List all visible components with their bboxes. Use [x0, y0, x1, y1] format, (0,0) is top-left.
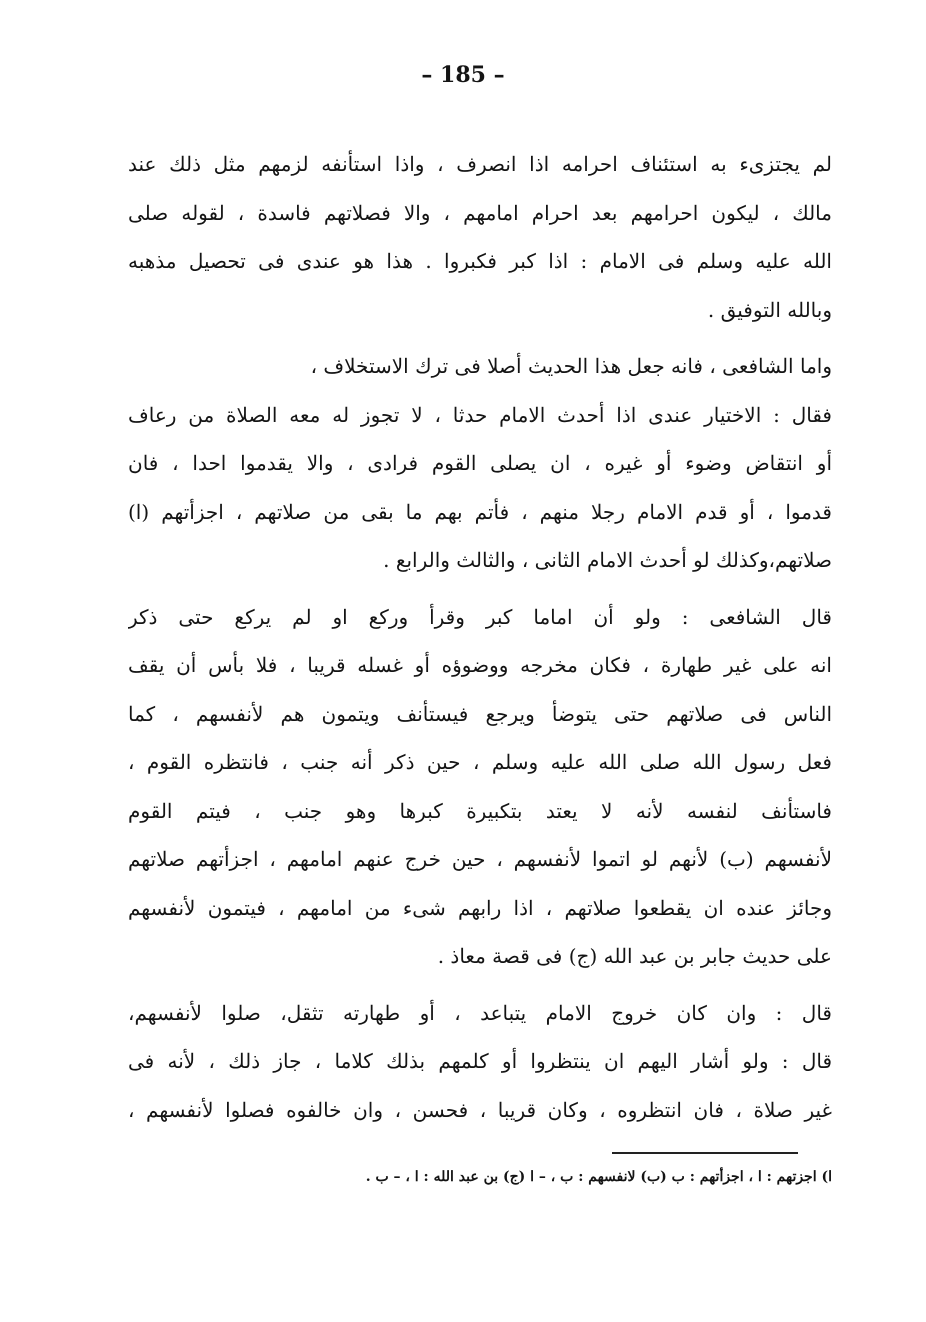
paragraph-3 [128, 593, 832, 981]
text-line: صلاتهم،وكذلك لو أحدث الامام الثانى ، والثالث والرابع . [383, 548, 832, 572]
text-line: انه على غير طهارة ، فكان مخرجه ووضوؤه أو غسله قريبا ، فلا بأس أن يقف [128, 653, 832, 677]
text-line: فعل رسول الله صلى الله عليه وسلم ، حين ذكر أنه جنب ، فانتظره القوم ، [128, 750, 832, 774]
footnote: ا) اجزتهم : ا ، اجزأتهم : ب (ب) لانفسهم : ب ، – ا (ج) بن عبد الله : ا ، – ب . [365, 1169, 832, 1185]
body-text [128, 140, 832, 1142]
text-line: مالك ، ليكون احرامهم بعد احرام امامهم ، والا فصلاتهم فاسدة ، لقوله صلى [128, 200, 832, 225]
text-line: فقال : الاختيار عندى اذا أحدث الامام حدثا ، لا تجوز له معه الصلاة من رعاف [128, 402, 832, 427]
page-number: – 185 – [421, 62, 505, 88]
text-line: على حديث جابر بن عبد الله (ج) فى قصة معاذ . [437, 944, 832, 968]
text-line: قال : ولو أشار اليهم ان ينتظروا أو كلمهم بذلك كلاما ، جاز ذلك ، لأنه فى [128, 1049, 832, 1073]
text-line: غير صلاة ، فان انتظروه ، وكان قريبا ، فحسن ، وان خالفوه فصلوا لأنفسهم ، [128, 1097, 832, 1122]
paragraph-1 [128, 140, 832, 334]
text-line: واما الشافعى ، فانه جعل هذا الحديث أصلا فى ترك الاستخلاف ، [310, 354, 832, 378]
paragraph-2 [128, 342, 832, 585]
footnote-divider [612, 1152, 798, 1154]
text-line: الله عليه وسلم فى الامام : اذا كبر فكبروا . هذا هو عندى فى تحصيل مذهبه [128, 249, 832, 273]
text-line: لأنفسهم (ب) لأنهم لو اتموا لأنفسهم ، حين خرج عنهم امامهم ، اجزأتهم صلاتهم [128, 847, 832, 871]
text-line: قدموا ، أو قدم الامام رجلا منهم ، فأتم بهم ما بقى من صلاتهم ، اجزأتهم (ا) [128, 499, 832, 524]
text-line: قال : وان كان خروج الامام يتباعد ، أو طهارته تثقل، صلوا لأنفسهم، [128, 1000, 832, 1025]
text-line: الناس فى صلاتهم حتى يتوضأ ويرجع فيستأنف ويتمون هم لأنفسهم ، كما [128, 701, 832, 726]
text-line: وبالله التوفيق . [707, 297, 832, 322]
text-line: قال الشافعى : ولو أن اماما كبر وقرأ وركع او لم يركع حتى ذكر [128, 604, 832, 629]
text-line: لم يجتزىء به استئناف احرامه اذا انصرف ، واذا استأنفه لزمهم مثل ذلك عند [128, 152, 832, 176]
text-line: أو انتقاض وضوء أو غيره ، ان يصلى القوم فرادى ، والا يقدموا احدا ، فان [128, 451, 832, 475]
text-line: فاستأنف لنفسه لأنه لا يعتد بتكبيرة كبرها وهو جنب ، فيتم القوم [128, 798, 832, 823]
paragraph-4 [128, 989, 832, 1135]
text-line: وجائز عنده ان يقطعوا صلاتهم ، اذا رابهم شىء من امامهم ، فيتمون لأنفسهم [128, 895, 832, 920]
